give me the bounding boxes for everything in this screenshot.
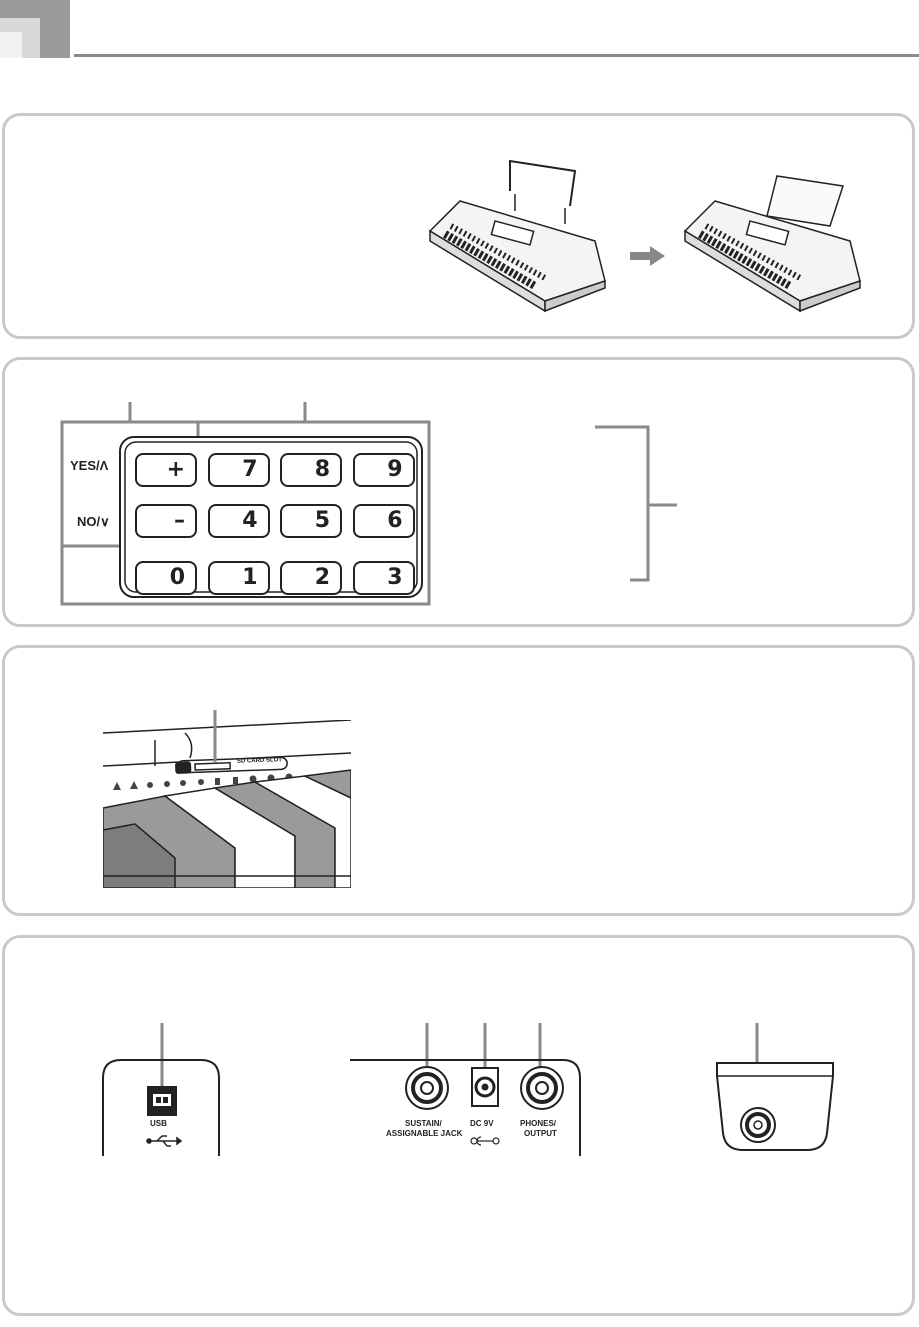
keypad-panel xyxy=(2,357,915,627)
sustain-label-line2: ASSIGNABLE JACK xyxy=(386,1129,463,1138)
keyboard-before-icon xyxy=(430,161,605,311)
key-1-2[interactable]: 5 xyxy=(280,504,342,538)
usb-label: USB xyxy=(150,1119,167,1128)
key-0-2[interactable]: 8 xyxy=(280,453,342,487)
header-tab-icon xyxy=(0,0,70,58)
key-1-3[interactable]: 6 xyxy=(353,504,415,538)
music-stand-illustration xyxy=(5,116,918,342)
phones-label-line1: PHONES/ xyxy=(520,1119,557,1128)
header-rule xyxy=(74,54,919,57)
connectors-panel xyxy=(2,935,915,1316)
dc-label: DC 9V xyxy=(470,1119,494,1128)
no-label: NO/∨ xyxy=(77,514,110,529)
key-2-3[interactable]: 3 xyxy=(353,561,415,595)
dc-polarity-icon xyxy=(471,1137,499,1145)
key-1-1[interactable]: 4 xyxy=(208,504,270,538)
sustain-label-line1: SUSTAIN/ xyxy=(405,1119,442,1128)
sd-card-panel xyxy=(2,645,915,916)
sd-slot-label: SD CARD SLOT xyxy=(236,757,283,765)
key-0-3[interactable]: 9 xyxy=(353,453,415,487)
key-1-0[interactable]: – xyxy=(135,504,197,538)
phones-label-line2: OUTPUT xyxy=(524,1129,557,1138)
key-2-1[interactable]: 1 xyxy=(208,561,270,595)
arrow-right-icon xyxy=(630,246,665,266)
keyboard-after-icon xyxy=(685,176,860,311)
key-0-1[interactable]: 7 xyxy=(208,453,270,487)
yes-label: YES/Λ xyxy=(70,458,109,473)
key-2-2[interactable]: 2 xyxy=(280,561,342,595)
usb-symbol-icon xyxy=(147,1136,181,1146)
music-stand-panel xyxy=(2,113,915,339)
sd-card-illustration xyxy=(5,648,918,919)
key-2-0[interactable]: 0 xyxy=(135,561,197,595)
key-0-0[interactable]: + xyxy=(135,453,197,487)
keypad-grid xyxy=(135,453,413,588)
